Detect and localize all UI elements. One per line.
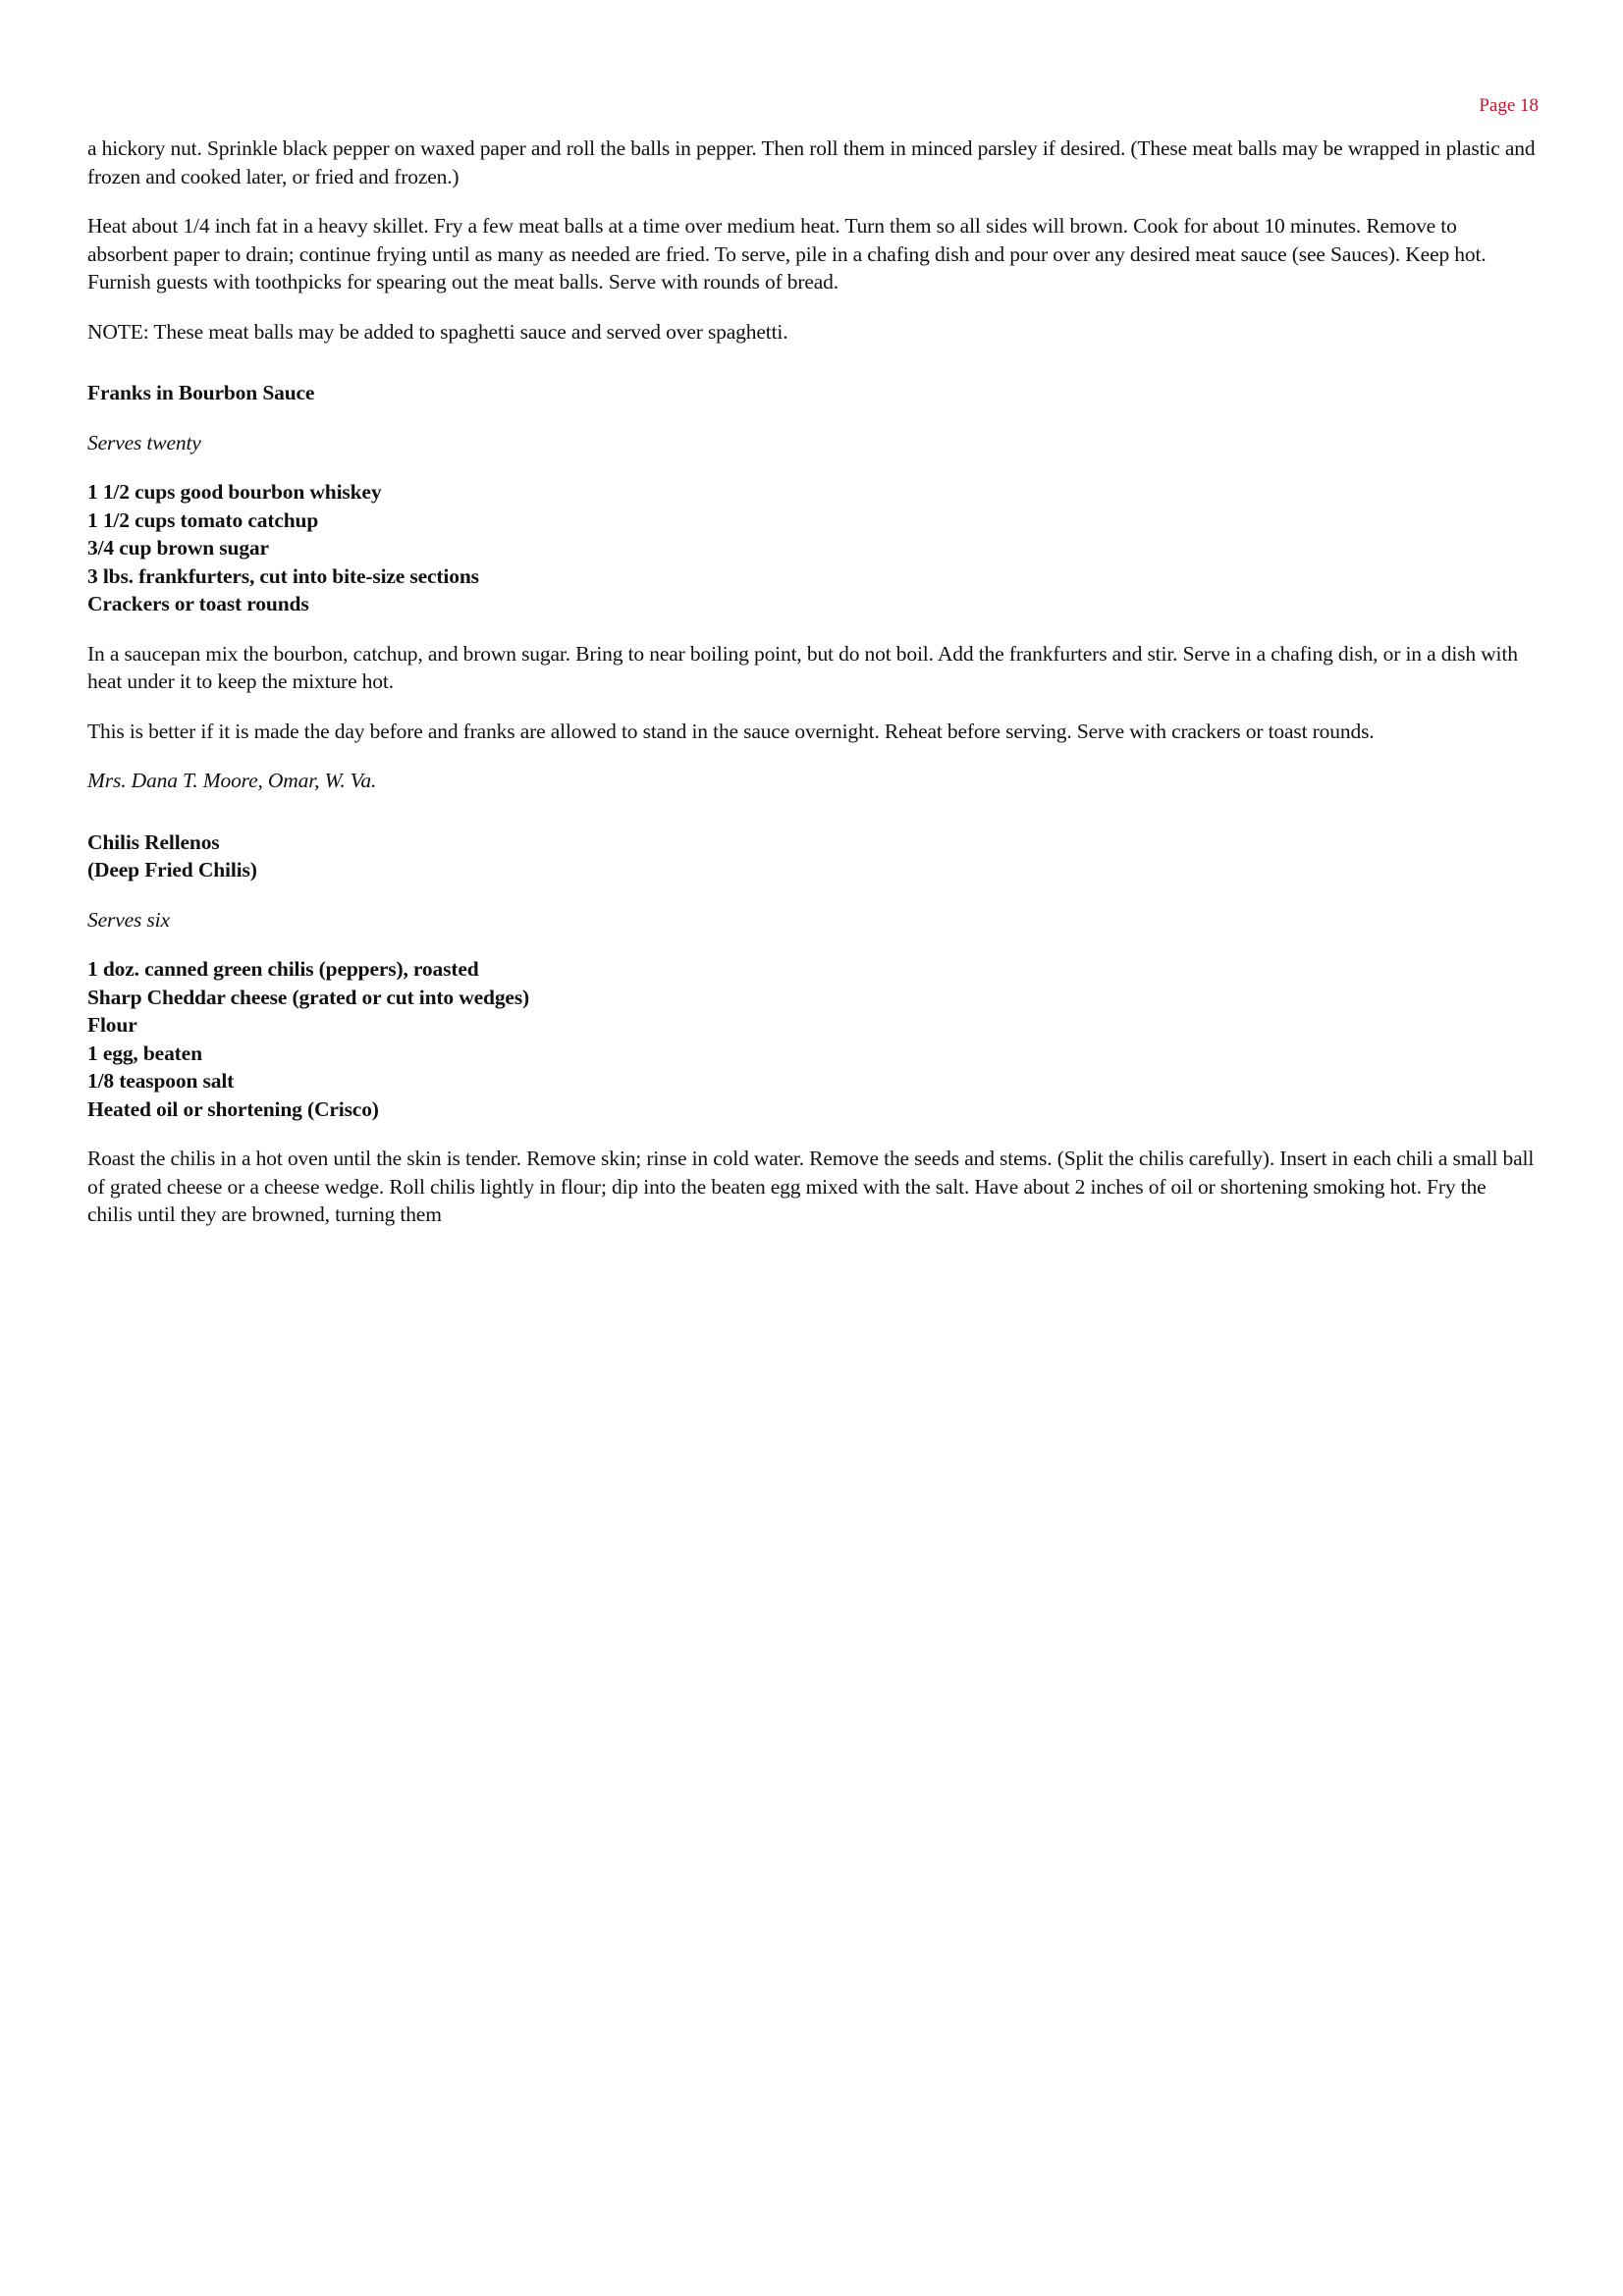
ingredient-item: Sharp Cheddar cheese (grated or cut into wedges) (87, 985, 530, 1009)
body-paragraph: a hickory nut. Sprinkle black pepper on waxed paper and roll the balls in pepper. Then roll them in minced parsley if desired. (These meat balls may be wrapped in plastic and frozen and cooked later, or fried and frozen.) (87, 136, 1536, 188)
recipe-title-line: Chilis Rellenos (87, 829, 220, 854)
recipe-serves: Serves twenty (87, 430, 201, 454)
recipe-title (87, 379, 1536, 407)
ingredient-item: 1 1/2 cups tomato catchup (87, 507, 319, 532)
ingredient-item: Crackers or toast rounds (87, 592, 309, 615)
recipe-title-line: Franks in Bourbon Sauce (87, 381, 315, 404)
page-content (87, 134, 1536, 1251)
recipe-attribution: Mrs. Dana T. Moore, Omar, W. Va. (87, 769, 377, 792)
recipe-serves: Serves six (87, 907, 170, 932)
recipe-franks-in-bourbon-sauce (87, 379, 1536, 795)
ingredient-item: Heated oil or shortening (Crisco) (87, 1096, 379, 1121)
ingredient-item: 1 egg, beaten (87, 1041, 202, 1065)
ingredient-item: 1 doz. canned green chilis (peppers), roasted (87, 957, 479, 981)
recipe-title (87, 828, 1536, 884)
note-paragraph: NOTE: These meat balls may be added to spaghetti sauce and served over spaghetti. (87, 319, 788, 344)
ingredient-item: 1 1/2 cups good bourbon whiskey (87, 480, 382, 504)
ingredient-item: Flour (87, 1013, 137, 1037)
directions-paragraph: This is better if it is made the day before and franks are allowed to stand in the sauce overnight. Reheat before serving. Serve with crackers or toast rounds. (87, 719, 1375, 743)
ingredient-item: 3/4 cup brown sugar (87, 536, 269, 560)
ingredient-item: 3 lbs. frankfurters, cut into bite-size sections (87, 563, 479, 588)
ingredient-list (87, 955, 1536, 1123)
recipe-chilis-rellenos (87, 828, 1536, 1229)
body-paragraph: Heat about 1/4 inch fat in a heavy skillet. Fry a few meat balls at a time over medium heat. Turn them so all sides will brown. Cook for about 10 minutes. Remove to absorbent paper to drain; continue frying until as many as needed are fried. To serve, pile in a chafing dish and pour over any desired meat sauce (see Sauces). Keep hot. Furnish guests with toothpicks for spearing out the meat balls. Serve with rounds of bread. (87, 214, 1487, 294)
directions-paragraph: Roast the chilis in a hot oven until the skin is tender. Remove skin; rinse in cold water. Remove the seeds and stems. (Split the chilis carefully). Insert in each chili a small ball of grated cheese or a cheese wedge. Roll chilis lightly in flour; dip into the beaten egg mixed with the salt. Have about 2 inches of oil or shortening smoking hot. Fry the chilis until they are browned, turning them (87, 1147, 1535, 1226)
recipe-subtitle-line: (Deep Fried Chilis) (87, 858, 257, 881)
page-number: Page 18 (1479, 95, 1539, 116)
directions-paragraph: In a saucepan mix the bourbon, catchup, and brown sugar. Bring to near boiling point, but do not boil. Add the frankfurters and stir. Serve in a chafing dish, or in a dish with heat under it to keep the mixture hot. (87, 641, 1518, 693)
ingredient-list (87, 478, 1536, 618)
ingredient-item: 1/8 teaspoon salt (87, 1069, 235, 1093)
